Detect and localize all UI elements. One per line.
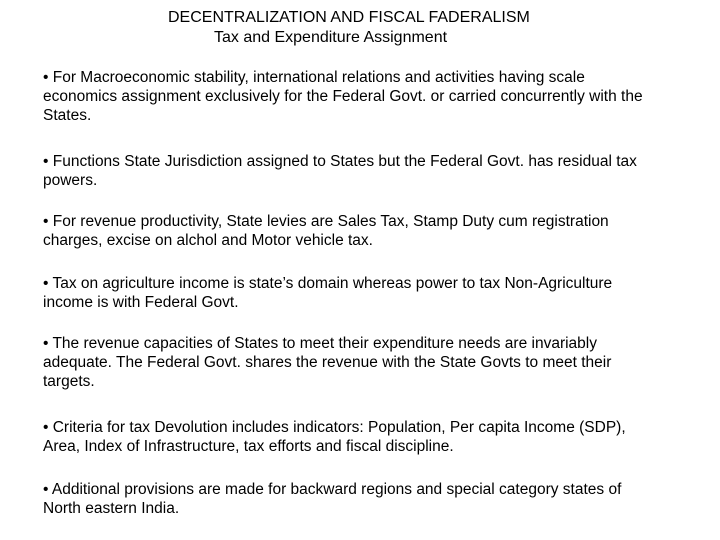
bullet-item: • Tax on agriculture income is state’s domain whereas power to tax Non-Agriculture income is with Federal Govt.	[43, 275, 613, 311]
slide-subtitle: Tax and Expenditure Assignment	[214, 29, 448, 46]
bullet-item: • Additional provisions are made for backward regions and special category states of North eastern India.	[43, 481, 622, 517]
bullet-item: • The revenue capacities of States to meet their expenditure needs are invariably adequate. The Federal Govt. shares the revenue with the State Govts to meet their targets.	[43, 335, 612, 390]
bullet-item: • For revenue productivity, State levies are Sales Tax, Stamp Duty cum registration charges, excise on alchol and Motor vehicle tax.	[43, 213, 609, 249]
bullet-item: • Functions State Jurisdiction assigned to States but the Federal Govt. has residual tax powers.	[43, 153, 637, 189]
slide-title: DECENTRALIZATION AND FISCAL FADERALISM	[168, 9, 530, 26]
bullet-item: • For Macroeconomic stability, international relations and activities having scale economics assignment exclusively for the Federal Govt. or carried concurrently with the States.	[43, 69, 643, 124]
bullet-item: • Criteria for tax Devolution includes indicators: Population, Per capita Income (SDP), Area, Index of Infrastructure, tax efforts and fiscal discipline.	[43, 419, 626, 455]
